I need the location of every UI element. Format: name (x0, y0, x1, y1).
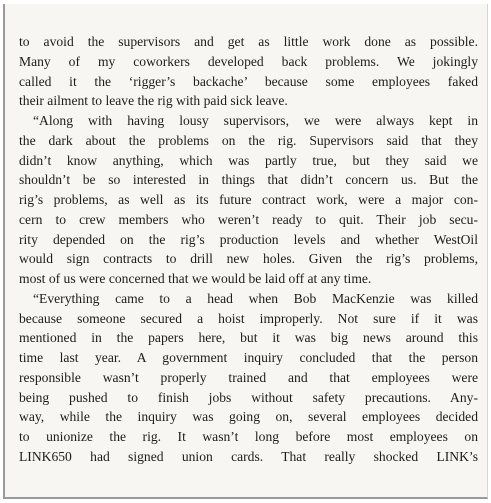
text-line: rity depended on the rig’s production levels and whether WestOil (19, 231, 478, 247)
text-line: their ailment to leave the rig with paid sick leave. (19, 93, 288, 109)
text-line: Many of my coworkers developed back problems. We jokingly (19, 53, 478, 69)
text-line: to unionize the rig. It wasn’t long before most employees on (19, 429, 478, 444)
text-line: “Along with having lousy supervisors, we were always kept in (33, 113, 478, 128)
text-line: time last year. A government inquiry concluded that the person (19, 350, 478, 365)
text-line: because someone secured a hoist improperly. Not sure if it was (19, 310, 478, 326)
text-line: shouldn’t be so interested in things that didn’t concern us. But the (19, 172, 478, 188)
text-line: mentioned in the papers here, but it was big news around this (19, 330, 478, 346)
text-line: LINK650 had signed union cards. That really shocked LINK’s (19, 448, 478, 464)
text-line: didn’t know anything, which was partly true, but they said we (19, 152, 478, 168)
text-line: the dark about the problems on the rig. Supervisors said that they (19, 132, 478, 148)
text-line: called it the ‘rigger’s backache’ because some employees faked (19, 73, 478, 89)
text-line: being pushed to finish jobs without safety precautions. Any- (19, 389, 478, 405)
text-line: rig’s problems, as well as its future contract work, were a major con- (19, 192, 478, 207)
text-line: responsible wasn’t properly trained and that employees were (19, 369, 478, 385)
document-page (3, 4, 488, 499)
text-line: “Everything came to a head when Bob MacKenzie was killed (33, 290, 478, 306)
text-line: most of us were concerned that we would be laid off at any time. (19, 271, 372, 286)
text-line: way, while the inquiry was going on, several employees decided (19, 409, 478, 425)
text-line: would sign contracts to drill new holes. Given the rig’s problems, (19, 251, 478, 267)
body-text (19, 32, 478, 467)
text-line: to avoid the supervisors and get as little work done as possible. (19, 34, 478, 49)
text-line: cern to crew members who weren’t ready to quit. Their job secu- (19, 211, 478, 227)
